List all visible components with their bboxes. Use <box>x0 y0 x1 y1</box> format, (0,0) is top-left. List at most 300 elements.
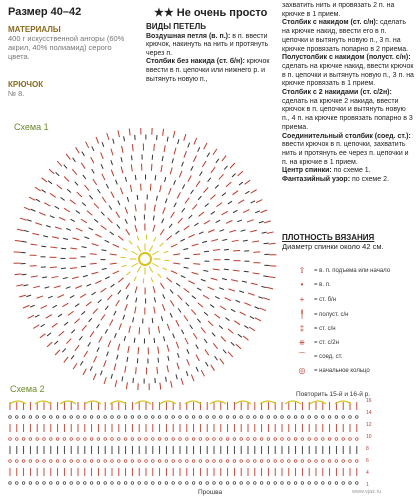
stitch-mark <box>73 158 76 162</box>
chain-mark <box>97 416 100 419</box>
stitch-mark <box>102 197 106 203</box>
stitch-mark <box>92 146 94 151</box>
start-ring <box>139 253 151 265</box>
stitch-mark <box>70 295 74 297</box>
stitch-mark <box>126 295 128 300</box>
stitch-mark <box>262 232 267 233</box>
stitch-mark <box>134 216 135 221</box>
stitch-mark <box>136 367 137 374</box>
chain-mark <box>90 438 93 441</box>
chain-mark <box>70 416 73 419</box>
stitch-mark <box>56 172 60 175</box>
chain-mark <box>70 460 73 463</box>
stitch-mark <box>184 315 188 321</box>
stitch-mark <box>125 177 126 182</box>
stitch-mark <box>136 298 137 303</box>
stitch-desc: Столбик без накида (ст. б/н): крючок ввести в п. цепочки или нижнего р. и вытянуть новую п., <box>146 58 270 83</box>
stitch-mark <box>233 250 240 251</box>
chain-mark <box>213 460 216 463</box>
stitch-mark <box>66 229 71 231</box>
stitch-mark <box>70 268 77 269</box>
chain-mark <box>77 416 80 419</box>
stitch-mark <box>229 230 236 232</box>
stitch-mark <box>151 164 152 171</box>
stitch-mark <box>161 316 162 321</box>
stitch-mark <box>84 351 88 357</box>
stitch-mark <box>127 197 128 202</box>
legend-text: = начальное кольцо <box>314 368 370 374</box>
chain-mark <box>124 460 127 463</box>
stitch-mark <box>134 276 136 280</box>
stitch-mark <box>88 342 91 346</box>
stitch-mark <box>87 284 92 286</box>
chain-mark <box>165 416 168 419</box>
chain-mark <box>308 482 311 485</box>
chain-mark <box>43 416 46 419</box>
stitch-mark <box>118 278 123 283</box>
stitch-mark <box>238 171 243 176</box>
stitch-mark <box>31 276 38 277</box>
stitch-desc: Фантазийный узор: по схеме 2. <box>282 176 389 184</box>
chain-mark <box>111 482 114 485</box>
stitch-mark <box>216 203 222 207</box>
stitch-mark <box>48 296 53 298</box>
stitch-mark <box>35 223 42 225</box>
scheme1-label: Схема 1 <box>14 122 49 132</box>
stitch-mark <box>264 243 269 244</box>
chain-mark <box>50 460 53 463</box>
chain-mark <box>118 482 121 485</box>
fan-mark <box>285 401 301 404</box>
stitch-mark <box>75 182 78 186</box>
stitch-mark <box>232 240 239 241</box>
stitch-mark <box>167 324 169 331</box>
stitch-mark <box>111 374 112 379</box>
materials-section <box>8 25 142 61</box>
chain-mark <box>274 438 277 441</box>
legend-symbol: + <box>299 295 305 304</box>
stitch-mark <box>243 210 249 213</box>
chain-mark <box>36 416 39 419</box>
chain-mark <box>111 416 114 419</box>
chain-mark <box>328 438 331 441</box>
stitch-mark <box>160 383 161 390</box>
legend-text: = соед. ст. <box>314 354 343 360</box>
stitch-mark <box>30 305 35 307</box>
chain-mark <box>192 460 195 463</box>
stitch-mark <box>163 207 166 214</box>
scheme2-diagram <box>6 398 366 490</box>
stitch-mark <box>129 241 132 245</box>
stitch-mark <box>232 174 236 177</box>
stitch-mark <box>237 220 242 222</box>
stitch-mark <box>160 185 161 192</box>
stitch-mark <box>219 325 223 328</box>
stitch-mark <box>101 288 107 292</box>
stitch-mark <box>126 382 127 389</box>
chain-mark <box>43 460 46 463</box>
stitch-mark <box>250 316 254 318</box>
chain-mark <box>240 482 243 485</box>
stitch-mark <box>135 204 136 211</box>
fan-mark <box>60 401 76 404</box>
chain-mark <box>158 482 161 485</box>
chain-mark <box>349 438 352 441</box>
chain-mark <box>233 416 236 419</box>
chain-mark <box>172 460 175 463</box>
stitch-mark <box>211 278 218 280</box>
legend-text: = в. п. <box>314 282 331 288</box>
stitch-mark <box>149 266 153 272</box>
stitch-mark <box>224 166 227 170</box>
stitch-mark <box>76 228 82 231</box>
chain-mark <box>322 438 325 441</box>
stitch-mark <box>135 307 136 314</box>
scheme1-diagram <box>10 128 280 390</box>
stitch-mark <box>171 271 177 274</box>
stitch-mark <box>183 248 188 249</box>
chain-mark <box>158 416 161 419</box>
stitch-mark <box>176 231 180 234</box>
chain-mark <box>16 460 19 463</box>
stitch-mark <box>50 267 57 268</box>
stitch-mark <box>27 220 32 222</box>
chain-mark <box>77 438 80 441</box>
stitch-mark <box>198 147 200 151</box>
chain-mark <box>349 482 352 485</box>
legend-symbol: ⧺ <box>298 338 306 347</box>
stitch-mark <box>77 192 82 197</box>
chain-mark <box>342 416 345 419</box>
stitch-mark <box>45 287 50 288</box>
legend-symbol: ⌒ <box>298 352 306 361</box>
stitch-mark <box>123 315 125 320</box>
stitch-mark <box>249 327 255 331</box>
chain-mark <box>342 460 345 463</box>
stitch-mark <box>203 295 209 299</box>
chain-mark <box>29 482 32 485</box>
stitch-mark <box>244 271 249 272</box>
stitch-mark <box>20 218 27 220</box>
legend-symbol: ‡ <box>299 324 305 333</box>
stitch-mark <box>194 138 197 144</box>
stitch-mark <box>205 203 209 206</box>
stitch-mark <box>212 333 215 337</box>
stitch-mark <box>132 251 138 255</box>
stitch-mark <box>251 190 257 194</box>
stitch-mark <box>182 162 184 167</box>
stitch-mark <box>17 229 24 231</box>
chain-mark <box>192 482 195 485</box>
stitch-mark <box>97 347 99 351</box>
stitch-mark <box>90 263 97 264</box>
stitch-mark <box>118 201 120 206</box>
chain-mark <box>179 482 182 485</box>
stitch-mark <box>251 201 255 203</box>
stitch-mark <box>199 172 202 176</box>
legend-text: = ст. с/н <box>314 326 336 332</box>
chain-mark <box>267 438 270 441</box>
chain-mark <box>356 482 359 485</box>
stitch-mark <box>105 277 109 279</box>
fan-mark <box>185 401 201 404</box>
stitch-desc: Полустолбик с накидом (полуст. с/н): сделать на крючке накид, ввести крючок в п. цепочки и вытянуть новую п., 3 п. на крючке провязать в 1 прием. <box>282 54 414 88</box>
stitch-mark <box>222 279 227 280</box>
row-number: 4 <box>366 470 369 476</box>
stitch-mark <box>44 203 50 206</box>
chain-mark <box>172 438 175 441</box>
stitch-mark <box>208 287 214 290</box>
stitch-mark <box>133 317 134 322</box>
stitch-mark <box>184 226 190 230</box>
stitch-mark <box>172 158 173 163</box>
stitch-mark <box>62 348 65 352</box>
legend-symbol: ╿ <box>299 310 305 319</box>
stitch-mark <box>181 276 186 278</box>
row-number: 1 <box>366 482 369 488</box>
stitch-mark <box>127 357 128 362</box>
stitch-mark <box>107 295 112 300</box>
stitch-mark <box>201 327 205 332</box>
stitch-mark <box>122 376 123 381</box>
stitch-mark <box>96 137 99 143</box>
stitch-mark <box>122 265 127 267</box>
legend-text: = ст. с/2н <box>314 340 339 346</box>
chain-mark <box>294 482 297 485</box>
chain-mark <box>111 460 114 463</box>
stitch-mark <box>163 294 165 298</box>
stitch-mark <box>90 331 94 337</box>
chain-mark <box>138 416 141 419</box>
stitch-mark <box>118 344 120 351</box>
stitch-mark <box>122 146 123 153</box>
stitch-mark <box>127 272 131 275</box>
chain-mark <box>90 460 93 463</box>
chain-mark <box>206 438 209 441</box>
stitch-mark <box>162 219 164 224</box>
chain-mark <box>247 416 250 419</box>
stitch-mark <box>23 305 29 308</box>
row-numbers <box>366 398 382 490</box>
stitch-mark <box>173 131 175 138</box>
stitch-mark <box>22 241 27 242</box>
chain-mark <box>138 438 141 441</box>
stitch-mark <box>42 277 47 278</box>
stitch-mark <box>263 276 268 277</box>
stitch-mark <box>210 305 214 308</box>
legend-row <box>292 280 412 290</box>
stitch-mark <box>70 219 74 221</box>
stitch-mark <box>108 218 113 223</box>
chain-mark <box>356 460 359 463</box>
stitch-mark <box>211 239 218 241</box>
stitch-mark <box>164 336 165 341</box>
chain-mark <box>315 460 318 463</box>
stitch-mark <box>196 181 200 187</box>
stitch-mark <box>216 159 219 163</box>
stitch-mark <box>47 342 52 347</box>
chain-mark <box>145 416 148 419</box>
legend-symbol: • <box>300 280 304 289</box>
stitch-mark <box>267 232 274 233</box>
chain-mark <box>315 482 318 485</box>
stitch-mark <box>223 350 226 354</box>
stitch-mark <box>107 352 109 357</box>
chain-mark <box>22 416 25 419</box>
stitch-mark <box>226 220 232 223</box>
stitch-mark <box>187 359 190 365</box>
stitch-mark <box>79 336 82 340</box>
chain-mark <box>288 460 291 463</box>
stitch-mark <box>220 306 226 310</box>
stitch-mark <box>263 298 270 300</box>
stitch-mark <box>215 356 218 360</box>
chain-mark <box>328 482 331 485</box>
stitch-mark <box>177 363 179 370</box>
stitch-mark <box>101 250 106 251</box>
stitch-mark <box>256 200 262 203</box>
stitch-mark <box>31 209 36 211</box>
stitch-mark <box>19 295 26 297</box>
stitch-mark <box>215 185 219 189</box>
chain-mark <box>152 460 155 463</box>
chain-mark <box>335 482 338 485</box>
stitch-mark <box>64 165 67 169</box>
stitch-mark <box>176 283 180 286</box>
stitch-mark <box>258 297 263 299</box>
density-text: Диаметр спинки около 42 см. <box>282 242 384 251</box>
stitch-mark <box>177 192 180 198</box>
stitch-mark <box>113 139 114 144</box>
stitch-mark <box>173 254 180 255</box>
stitch-mark <box>184 288 190 292</box>
stitch-mark <box>135 175 136 180</box>
stitch-mark <box>228 201 232 204</box>
stitch-mark <box>121 167 123 174</box>
chain-mark <box>84 460 87 463</box>
stitch-mark <box>259 221 264 223</box>
stitch-mark <box>125 207 128 214</box>
stitch-mark <box>138 347 139 354</box>
chain-mark <box>111 438 114 441</box>
legend-row <box>292 266 412 276</box>
chain-mark <box>274 416 277 419</box>
chain-mark <box>301 460 304 463</box>
stitch-mark <box>174 203 176 207</box>
stitch-types-section <box>146 23 276 84</box>
stitch-mark <box>80 361 83 365</box>
stitch-mark <box>178 295 183 300</box>
chain-mark <box>220 460 223 463</box>
stitch-mark <box>154 237 156 241</box>
stitch-mark <box>176 374 177 379</box>
stitch-mark <box>74 319 79 324</box>
chain-mark <box>104 438 107 441</box>
stitch-mark <box>204 312 208 315</box>
hook-section <box>8 80 142 98</box>
stitch-mark <box>220 230 225 232</box>
chain-mark <box>294 438 297 441</box>
stitch-mark <box>204 187 209 192</box>
stitch-mark <box>155 175 156 180</box>
stitch-mark <box>107 133 109 140</box>
stitch-mark <box>178 308 181 312</box>
chain-mark <box>165 482 168 485</box>
stitch-mark <box>211 167 215 173</box>
chain-mark <box>97 460 100 463</box>
chain-mark <box>315 438 318 441</box>
stitch-mark <box>157 367 158 374</box>
stitch-mark <box>236 344 241 349</box>
stitch-mark <box>154 297 155 302</box>
chain-mark <box>288 416 291 419</box>
stitch-mark <box>81 311 85 314</box>
stitch-mark <box>75 304 79 307</box>
stitch-mark <box>161 165 162 172</box>
chain-mark <box>118 460 121 463</box>
chain-mark <box>206 460 209 463</box>
stitch-mark <box>84 237 89 239</box>
stitch-mark <box>228 352 233 357</box>
stitch-label: Прошва <box>198 489 223 496</box>
stitch-mark <box>57 185 62 190</box>
stitch-mark <box>173 334 175 339</box>
chain-mark <box>254 416 257 419</box>
stitch-mark <box>90 254 97 255</box>
chain-mark <box>356 438 359 441</box>
stitch-mark <box>131 164 132 171</box>
stitch-mark <box>15 240 22 241</box>
stitch-mark <box>99 336 102 342</box>
legend-row <box>292 295 412 305</box>
chain-mark <box>260 416 263 419</box>
stitch-mark <box>222 156 226 162</box>
stitch-mark <box>243 240 248 241</box>
chain-mark <box>186 416 189 419</box>
stitch-mark <box>42 190 46 193</box>
stitch-mark <box>72 277 79 279</box>
stitch-desc: Центр спинки: по схеме 1. <box>282 167 371 175</box>
stitch-mark <box>81 219 87 223</box>
chain-mark <box>43 482 46 485</box>
stitch-mark <box>185 198 189 204</box>
stitch-mark <box>153 286 155 293</box>
stitch-mark <box>130 185 131 192</box>
stitch-mark <box>64 357 68 363</box>
stitch-mark <box>259 308 265 311</box>
stitch-mark <box>173 263 180 264</box>
materials-line: 400 г искусственной ангоры (60% <box>8 34 125 43</box>
stitch-mark <box>170 313 172 318</box>
stitch-mark <box>124 136 125 141</box>
chain-mark <box>50 482 53 485</box>
stitch-mark <box>243 336 249 340</box>
stitch-mark <box>240 312 246 315</box>
stitch-desc: Столбик с 2 накидами (ст. с/2н): сделать на крючке 2 накида, ввести крючок в п. цепочки и вытянуть новую п., 4 п. на крючке провязать попарно в 3 приема. <box>282 89 413 131</box>
stitch-mark <box>134 338 135 343</box>
stitch-mark <box>80 294 86 298</box>
stitch-mark <box>210 195 215 200</box>
stitch-mark <box>204 339 207 343</box>
chain-mark <box>335 416 338 419</box>
stitch-types-heading: ВИДЫ ПЕТЕЛЬ <box>146 22 206 31</box>
stitch-mark <box>203 270 208 271</box>
stitch-mark <box>225 298 231 301</box>
stitch-types-continued <box>282 2 414 185</box>
legend-row <box>292 338 412 348</box>
stitch-mark <box>95 234 101 237</box>
chain-mark <box>301 416 304 419</box>
